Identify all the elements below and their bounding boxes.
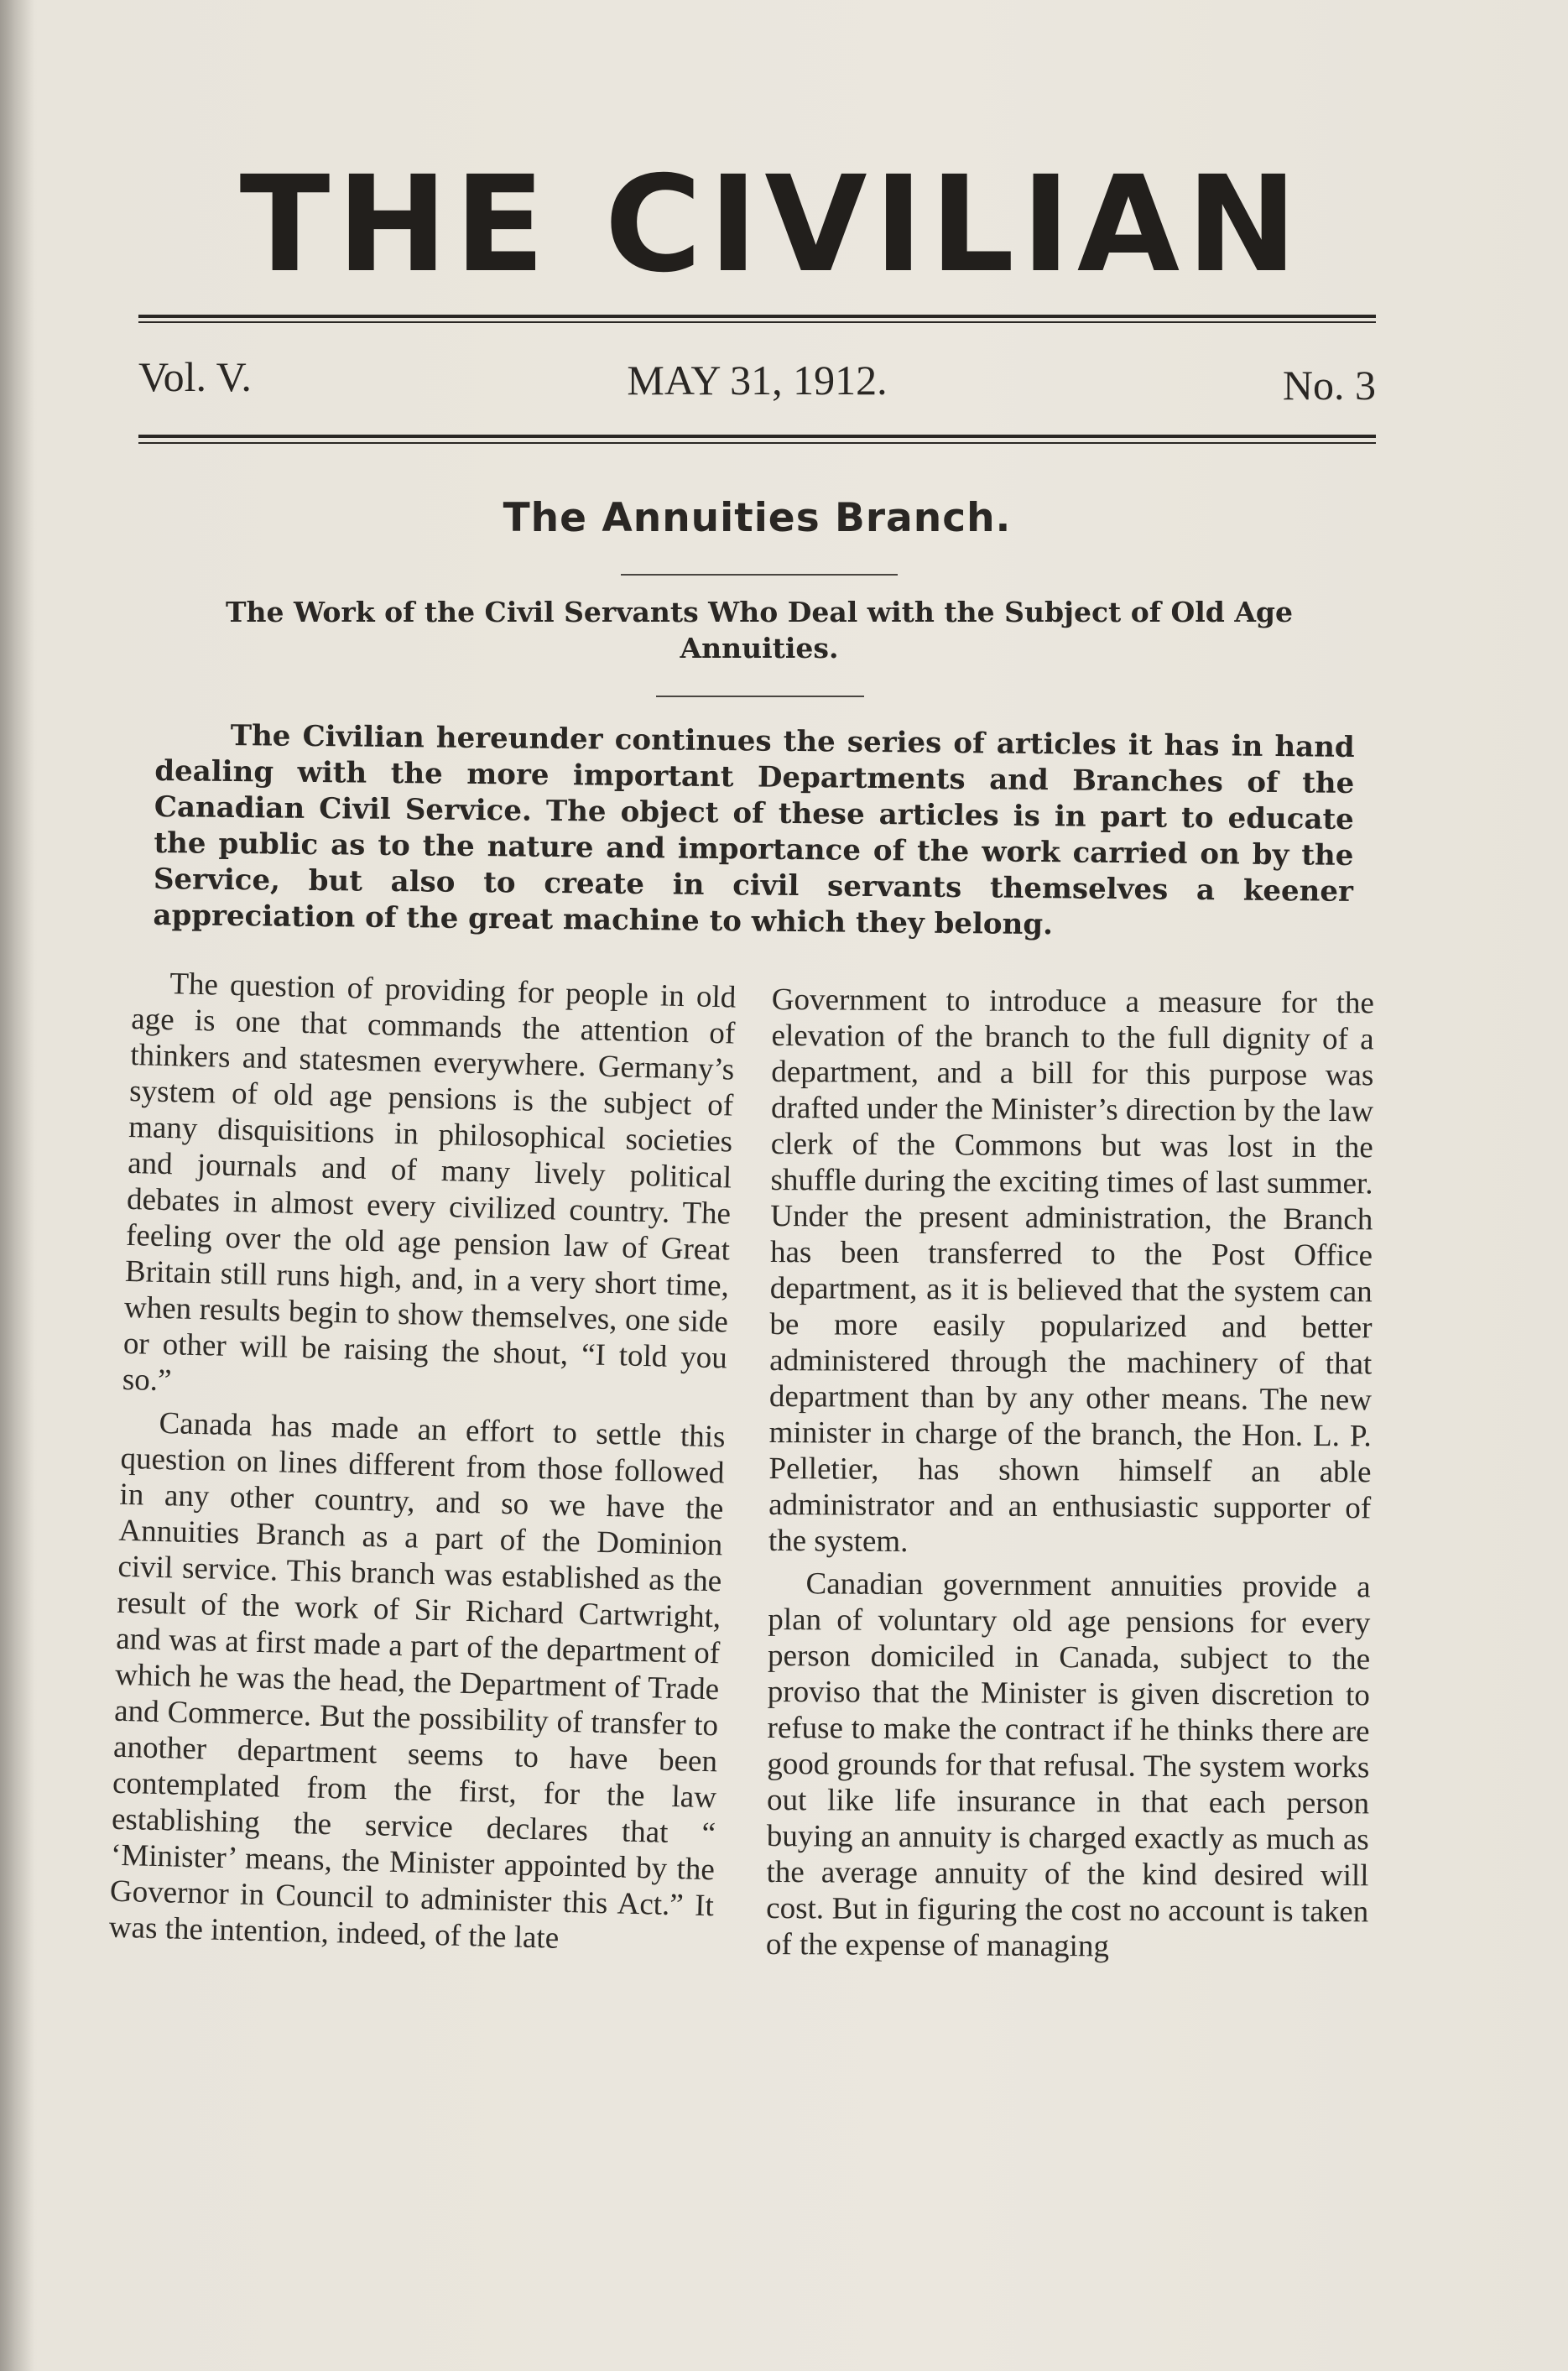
issue-rule-bottom-thin [138,442,1376,444]
left-paragraph-1: The question of providing for people in old age is one that commands the attention of thinkers and statesmen everywhere. Germany’s system of old age pensions is the subject of many disquisitions in philosophical societies and journals and of many lively political debates in almost every civilized country. The feeling over the old age pension law of Great Britain still runs high, and, in a very short time, when results begin to show themselves, one side or other will be raising the shout, “I told you so.” [122,967,737,1399]
issue-rule-bottom [138,435,1376,438]
left-paragraph-2: Canada has made an effort to settle this question on lines different from those followed in any other country, and so we have the Annuities Branch as a part of the Dominion civil service. This branch was established as the result of the work of Sir Richard Cartwright, and was at first made a part of the department of which he was the head, the Department of Trade and Commerce. But the possibility of transfer to another department seems to have been contemplated from the first, for the law establishing the service declares that “ ‘Minister’ means, the Minister appointed by the Governor in Council to administer this Act.” It was the intention, indeed, of the late [108,1405,726,1956]
issue-number: No. 3 [1282,362,1376,409]
issue-line [138,352,1376,411]
title-divider [621,574,898,576]
subtitle-divider [656,696,864,697]
issue-date: MAY 31, 1912. [627,357,888,404]
article-subtitle: The Work of the Civil Servants Who Deal with the Subject of Old Age Annuities. [225,596,1293,664]
masthead-rule-top-thin [138,321,1376,323]
right-paragraph-1: Government to introduce a measure for the elevation of the branch to the full dignity of a department, and a bill for this purpose was drafted under the Minister’s direction by the law clerk of the Commons but was lost in the shuffle during the exciting times of last summer. Under the present administration, the Branch has been transferred to the Post Office department, as it is believed that the system can be more easily popularized and better administered through the machinery of that department than by any other means. The new minister in charge of the branch, the Hon. L. P. Pelletier, has shown himself an able administrator and an enthusiastic supporter of the system. [768,982,1374,1560]
right-column [766,982,1374,1972]
right-paragraph-2: Canadian government annuities provide a plan of voluntary old age pensions for every person domiciled in Canada, subject to the proviso that the Minister is given discretion to refuse to make the contract if he thinks there are good grounds for that refusal. The system works out like life insurance in that each person buying an annuity is charged exactly as much as the average annuity of the kind desired will cost. But in figuring the cost no account is taken of the expense of managing [765,1566,1371,1964]
page-spine-shadow [0,0,34,2371]
left-column [108,965,737,1967]
article-intro: The Civilian hereunder continues the series of articles it has in hand dealing with the more important Departments and Branches of the Canadian Civil Service. The object of these articles is in part to educate the public as to the nature and importance of the work carried on by the Service, but also to create in civil servants themselves a keener appreciation of the great machine to which they belong. [153,718,1355,942]
masthead-rule-top [138,315,1376,318]
masthead-title: THE CIVILIAN [239,148,1305,302]
volume-label: Vol. V. [138,353,252,400]
article-title: The Annuities Branch. [503,495,1012,541]
